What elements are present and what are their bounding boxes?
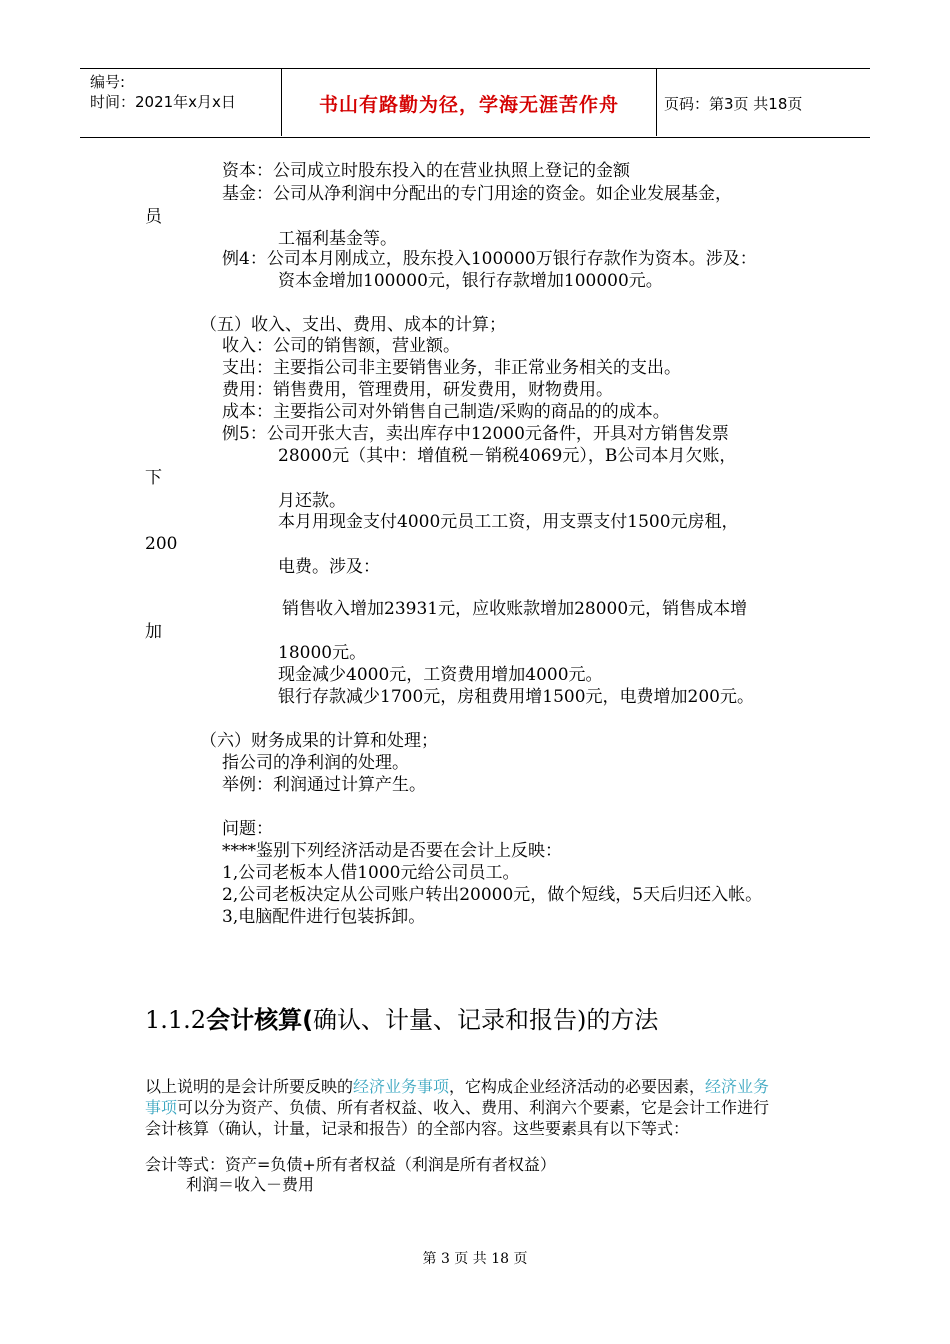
text-line: 收入：公司的销售额，营业额。 xyxy=(222,336,460,356)
paragraph-line: 事项可以分为资产、负债、所有者权益、收入、费用、利润六个要素，它是会计工作进行 xyxy=(145,1098,770,1117)
header-divider xyxy=(656,68,657,136)
text-line: 28000元（其中：增值税－销税4069元），B公司本月欠账， xyxy=(278,446,737,466)
text-line: 本月用现金支付4000元员工工资，用支票支付1500元房租， xyxy=(278,512,739,532)
equation-line: 会计等式：资产=负债+所有者权益（利润是所有者权益） xyxy=(145,1155,556,1174)
term-link[interactable]: 事项 xyxy=(145,1098,178,1117)
text-line: 2,公司老板决定从公司账户转出20000元，做个短线，5天后归还入帐。 xyxy=(222,885,763,905)
text-line: 1,公司老板本人借1000元给公司员工。 xyxy=(222,863,520,883)
text-line: 指公司的净利润的处理。 xyxy=(222,753,409,773)
page-footer: 第 3 页 共 18 页 xyxy=(422,1251,528,1267)
text-line: ****鉴别下列经济活动是否要在会计上反映： xyxy=(222,841,562,861)
question-title: 问题： xyxy=(222,819,273,839)
doc-number: 编号: xyxy=(90,73,126,91)
section-heading: （五）收入、支出、费用、成本的计算； xyxy=(200,315,506,335)
text-line: 成本：主要指公司对外销售自己制造/采购的商品的的成本。 xyxy=(222,402,670,422)
text-line: 现金减少4000元，工资费用增加4000元。 xyxy=(278,665,603,685)
text-line: 销售收入增加23931元，应收账款增加28000元，销售成本增 xyxy=(282,599,748,619)
header-motto: 书山有路勤为径，学海无涯苦作舟 xyxy=(318,94,619,116)
text-line: 例4：公司本月刚成立，股东投入100000万银行存款作为资本。涉及： xyxy=(222,249,757,269)
doc-time: 时间：2021年x月x日 xyxy=(90,93,236,111)
text-line: 举例：利润通过计算产生。 xyxy=(222,775,426,795)
text-line: 18000元。 xyxy=(278,643,367,663)
text-line: 费用：销售费用，管理费用，研发费用，财物费用。 xyxy=(222,380,613,400)
text-line: 银行存款减少1700元，房租费用增1500元，电费增加200元。 xyxy=(278,687,754,707)
text-line: 员 xyxy=(145,207,162,227)
text-line: 资本金增加100000元，银行存款增加100000元。 xyxy=(278,271,663,291)
term-link[interactable]: 经济业务事项 xyxy=(353,1077,450,1096)
text-line: 下 xyxy=(145,468,162,488)
text-line: 资本：公司成立时股东投入的在营业执照上登记的金额 xyxy=(222,161,630,181)
paragraph-line: 以上说明的是会计所要反映的经济业务事项，它构成企业经济活动的必要因素，经济业务 xyxy=(145,1077,770,1096)
equation-line: 利润＝收入－费用 xyxy=(186,1175,315,1194)
section-title: 1.1.2会计核算(确认、计量、记录和报告)的方法 xyxy=(145,1006,659,1034)
section-heading: （六）财务成果的计算和处理； xyxy=(200,731,438,751)
page-indicator: 页码：第3页 共18页 xyxy=(664,95,803,113)
text-line: 支出：主要指公司非主要销售业务，非正常业务相关的支出。 xyxy=(222,358,681,378)
text-line: 3,电脑配件进行包装拆卸。 xyxy=(222,907,426,927)
text-line: 月还款。 xyxy=(278,491,346,511)
text-line: 加 xyxy=(145,622,162,642)
text-line: 200 xyxy=(145,534,178,554)
text-line: 电费。涉及： xyxy=(278,557,380,577)
paragraph-line: 会计核算（确认，计量，记录和报告）的全部内容。这些要素具有以下等式： xyxy=(145,1119,690,1138)
text-line: 工福利基金等。 xyxy=(278,229,397,249)
text-line: 基金：公司从净利润中分配出的专门用途的资金。如企业发展基金， xyxy=(222,184,732,204)
text-line: 例5：公司开张大吉，卖出库存中12000元备件，开具对方销售发票 xyxy=(222,424,729,444)
term-link[interactable]: 经济业务 xyxy=(705,1077,770,1096)
